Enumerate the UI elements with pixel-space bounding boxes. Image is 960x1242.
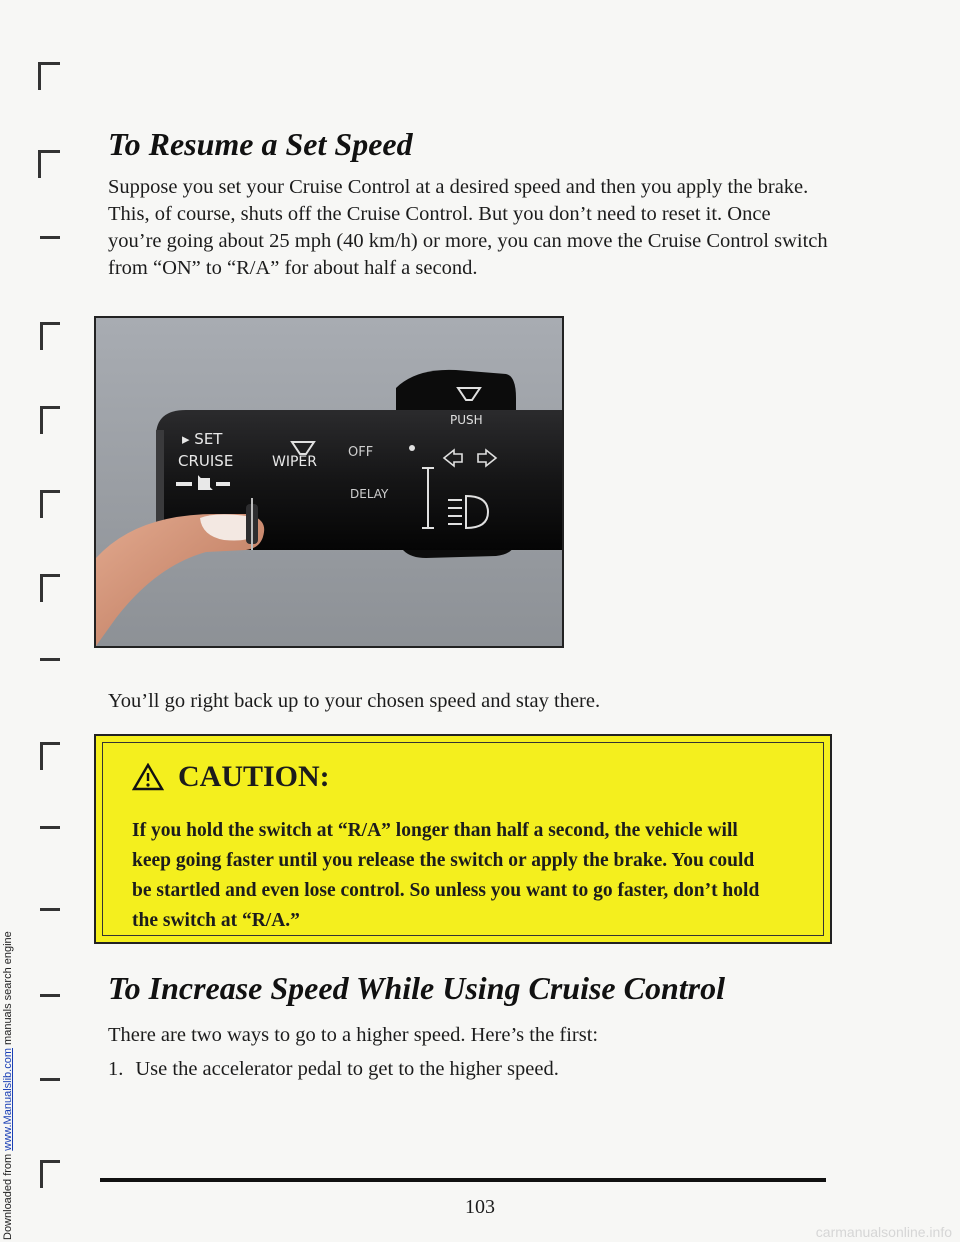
download-note — [2, 931, 14, 1240]
margin-mark — [40, 1078, 60, 1081]
list-item-number: 1. — [108, 1058, 124, 1080]
margin-mark — [40, 742, 43, 770]
list-item — [108, 1058, 559, 1081]
arrow-icon — [200, 478, 210, 488]
footer-rule — [100, 1178, 826, 1182]
margin-mark — [40, 322, 43, 350]
caution-body: If you hold the switch at “R/A” longer than half a second, the vehicle will keep going faster until you release the switch or apply the brake. You could be startled and even lose control. So unless you want to go faster, don’t hold the switch at “R/A.” — [132, 820, 760, 931]
page-number: 103 — [465, 1196, 495, 1218]
delay-label: DELAY — [350, 487, 389, 501]
margin-mark — [38, 150, 60, 153]
margin-mark — [40, 490, 43, 518]
margin-mark — [40, 490, 60, 493]
margin-mark — [40, 406, 43, 434]
set-label: ▸ SET — [182, 430, 223, 448]
margin-mark — [40, 994, 60, 997]
margin-mark — [40, 658, 60, 661]
increase-speed-paragraph: There are two ways to go to a higher speed. Here’s the first: — [108, 1024, 599, 1046]
margin-mark — [40, 322, 60, 325]
download-note-suffix: manuals search engine — [2, 931, 14, 1049]
margin-mark — [40, 826, 60, 829]
margin-mark — [40, 1160, 60, 1163]
warning-triangle-icon — [132, 763, 164, 791]
margin-mark — [40, 908, 60, 911]
margin-mark — [38, 150, 41, 178]
cruise-label: CRUISE — [178, 452, 234, 470]
download-note-prefix: Downloaded from — [2, 1150, 14, 1240]
margin-mark — [40, 742, 60, 745]
caution-title-text: CAUTION: — [178, 760, 330, 793]
margin-mark — [38, 62, 60, 65]
push-label: PUSH — [450, 413, 483, 427]
resume-result-sentence: You’ll go right back up to your chosen speed and stay there. — [108, 690, 601, 712]
off-label: OFF — [348, 445, 374, 460]
margin-mark — [40, 574, 60, 577]
cruise-control-lever-photo — [94, 316, 564, 648]
margin-mark — [40, 406, 60, 409]
resume-speed-paragraph: Suppose you set your Cruise Control at a desired speed and then you apply the brake. This, of course, shuts off the Cruise Control. But you don’t need to reset it. Once you’re going about 25 mph (40 km/h) or more, you can move the Cruise Control switch from “ON” to “R/A” for about half a second. — [108, 176, 828, 279]
margin-mark — [40, 574, 43, 602]
manualslib-link[interactable]: www.Manualslib.com — [2, 1048, 14, 1151]
margin-mark — [38, 62, 41, 90]
list-item-text: Use the accelerator pedal to get to the higher speed. — [135, 1058, 559, 1080]
caution-title — [132, 760, 330, 794]
section-heading-resume-speed: To Resume a Set Speed — [108, 126, 413, 162]
caution-box — [94, 734, 832, 944]
wiper-label: WIPER — [272, 454, 317, 470]
watermark: carmanualsonline.info — [815, 1224, 952, 1240]
margin-mark — [40, 1160, 43, 1188]
section-heading-increase-speed: To Increase Speed While Using Cruise Control — [108, 970, 725, 1006]
margin-mark — [40, 236, 60, 239]
